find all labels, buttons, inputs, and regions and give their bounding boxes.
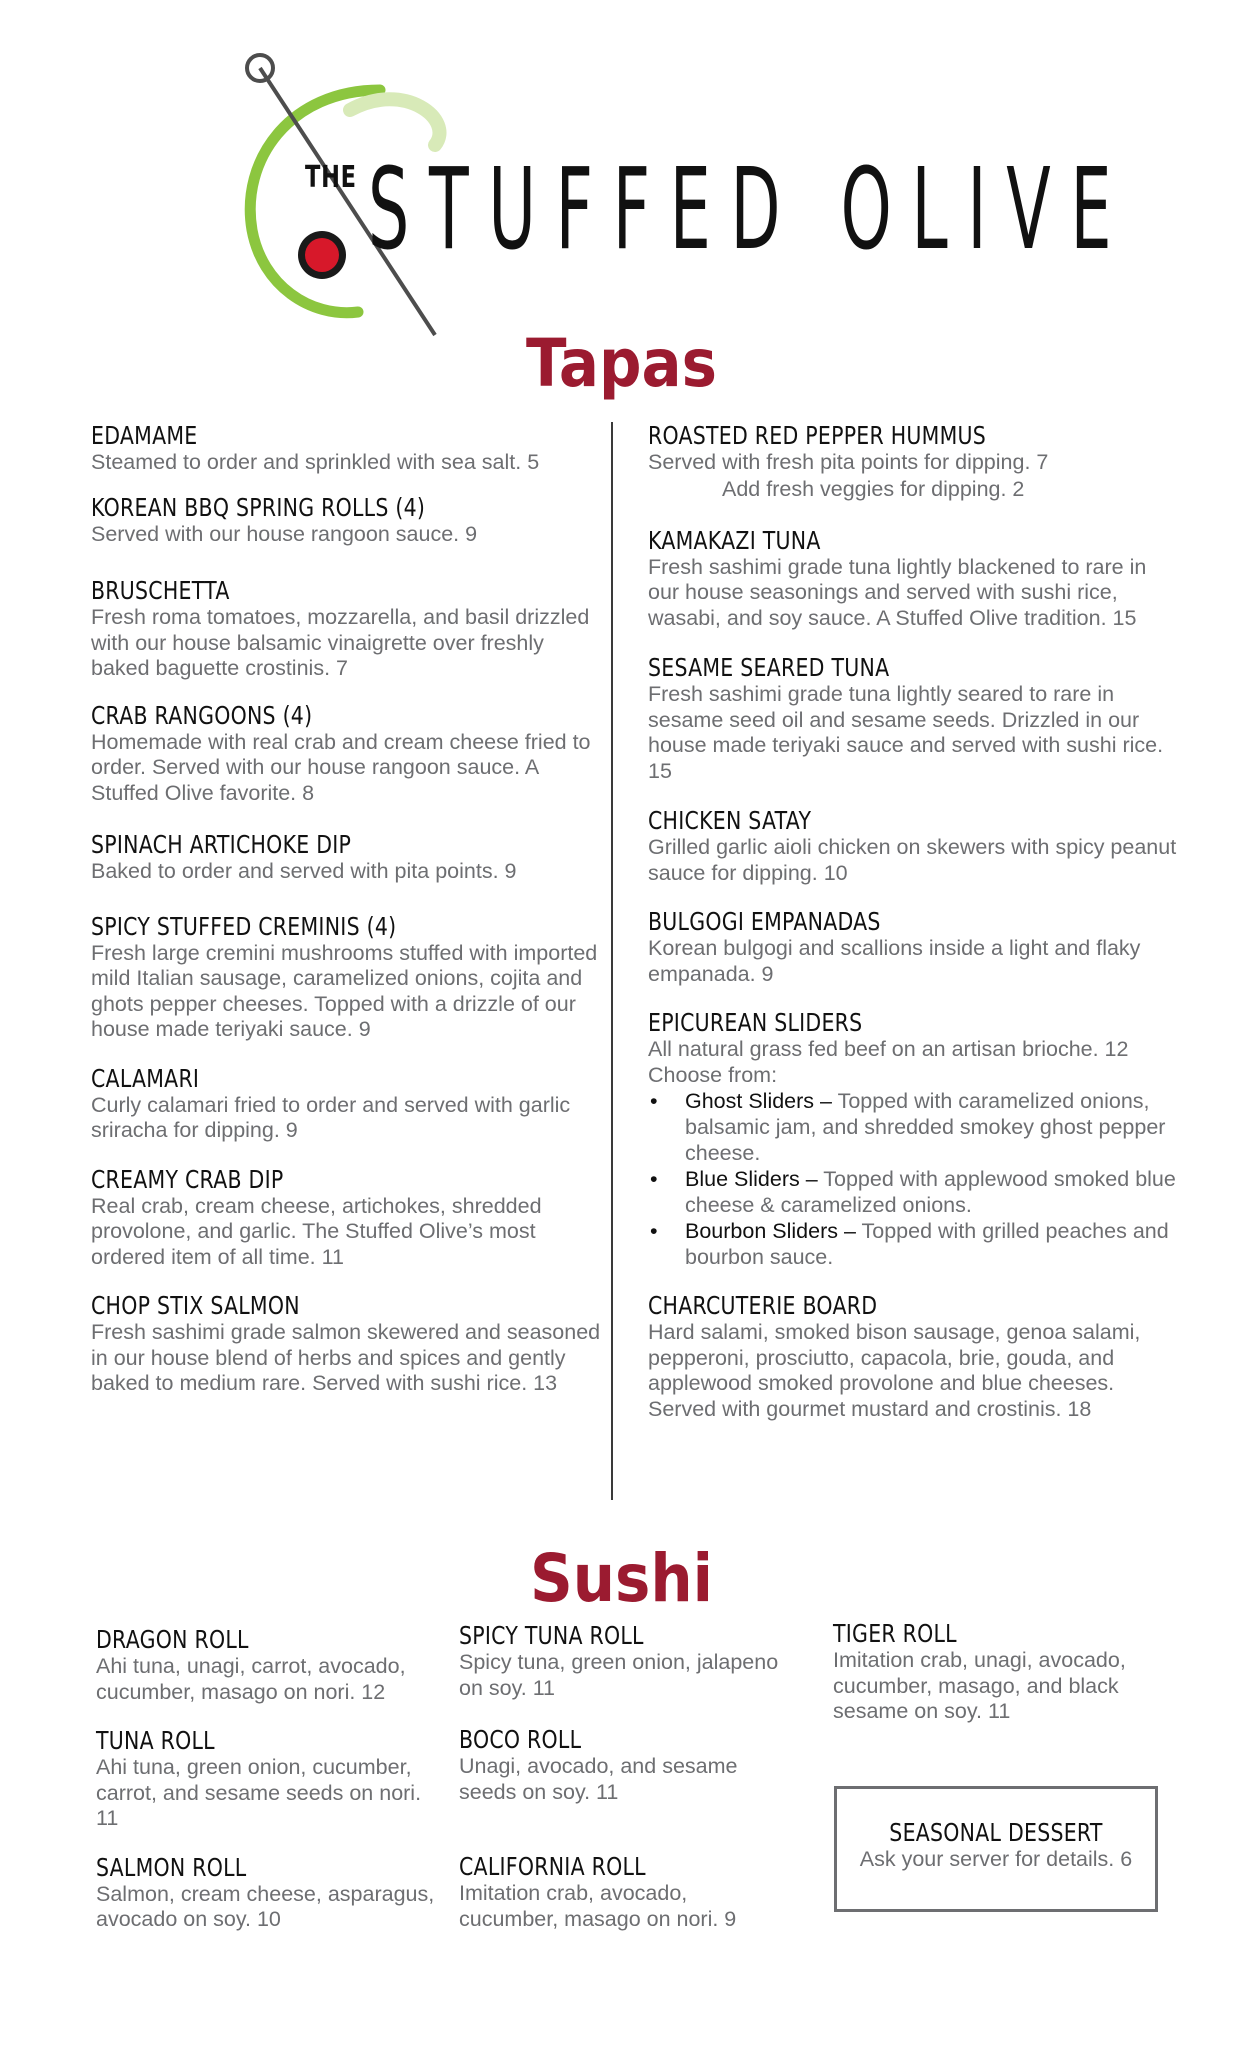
item-name: CRAB RANGOONS (4)	[91, 700, 313, 730]
item-name: EPICUREAN SLIDERS	[648, 1008, 863, 1037]
item-name: SEASONAL DESSERT	[889, 1818, 1103, 1847]
menu-item	[648, 422, 1178, 502]
item-desc: Fresh roma tomatoes, mozzarella, and basil drizzled with our house balsamic vinaigrette over freshly baked baguette crostinis. 7	[91, 605, 590, 680]
menu-item	[91, 913, 601, 1043]
option-desc: Topped with applewood smoked blue cheese & caramelized onions.	[685, 1167, 1176, 1217]
slider-option	[648, 1088, 1178, 1166]
menu-item	[91, 1166, 601, 1271]
menu-item	[91, 494, 601, 548]
item-desc: Real crab, cream cheese, artichokes, shredded provolone, and garlic. The Stuffed Olive’s most ordered item of all time. 11	[91, 1193, 542, 1269]
item-desc: Salmon, cream cheese, asparagus, avocado on soy. 10	[96, 1881, 435, 1931]
option-desc: Topped with caramelized onions, balsamic jam, and shredded smokey ghost pepper cheese.	[685, 1089, 1166, 1165]
item-desc: All natural grass fed beef on an artisan brioche. 12	[648, 1037, 1129, 1061]
slider-options	[648, 1088, 1178, 1270]
tapas-title: Tapas	[526, 325, 717, 402]
option-name: Blue Sliders –	[685, 1167, 818, 1191]
item-name: KOREAN BBQ SPRING ROLLS (4)	[91, 492, 426, 522]
item-name: SPICY STUFFED CREMINIS (4)	[91, 911, 397, 941]
menu-item	[648, 807, 1178, 886]
menu-item	[96, 1727, 436, 1832]
item-desc: Fresh sashimi grade tuna lightly seared to rare in sesame seed oil and sesame seeds. Drizzled in our house made teriyaki sauce and served with sushi rice. 15	[648, 682, 1164, 783]
option-name: Ghost Sliders –	[685, 1089, 832, 1113]
item-desc: Served with fresh pita points for dipping. 7	[648, 450, 1049, 474]
item-name: BOCO ROLL	[459, 1725, 582, 1754]
menu-item	[459, 1726, 789, 1805]
menu-item	[648, 908, 1178, 987]
menu-item	[91, 577, 601, 682]
item-desc: Fresh sashimi grade tuna lightly blackened to rare in our house seasonings and served with sushi rice, wasabi, and soy sauce. A Stuffed Olive tradition. 15	[648, 554, 1147, 630]
sushi-column-3	[833, 1620, 1163, 1725]
menu-item	[91, 1065, 601, 1144]
item-name: KAMAKAZI TUNA	[648, 525, 821, 555]
menu-item	[648, 1292, 1178, 1422]
column-divider	[611, 422, 613, 1500]
menu-item	[459, 1853, 789, 1932]
item-desc: Ask your server for details. 6	[859, 1847, 1133, 1871]
logo	[230, 50, 1132, 350]
menu-item	[648, 1009, 1178, 1270]
tapas-left-column	[91, 422, 601, 1397]
item-name: DRAGON ROLL	[96, 1625, 249, 1654]
menu-item	[91, 702, 601, 807]
item-name: SALMON ROLL	[96, 1852, 247, 1882]
item-name: CHARCUTERIE BOARD	[648, 1291, 878, 1320]
sushi-column-2	[459, 1622, 789, 1932]
item-desc: Served with our house rangoon sauce. 9	[91, 521, 478, 546]
item-desc: Baked to order and served with pita points. 9	[91, 859, 517, 883]
item-name: CALIFORNIA ROLL	[459, 1852, 646, 1881]
menu-item	[91, 422, 601, 476]
item-note: Add fresh veggies for dipping. 2	[722, 476, 1025, 501]
sushi-title: Sushi	[529, 1540, 714, 1617]
item-desc: Spicy tuna, green onion, jalapeno on soy. 11	[459, 1650, 779, 1700]
option-desc: Topped with grilled peaches and bourbon sauce.	[685, 1219, 1169, 1269]
item-name: SPINACH ARTICHOKE DIP	[91, 830, 352, 859]
menu-item	[96, 1854, 436, 1933]
option-name: Bourbon Sliders –	[685, 1219, 856, 1243]
menu-item	[91, 831, 601, 885]
item-desc: Korean bulgogi and scallions inside a light and flaky empanada. 9	[648, 936, 1141, 986]
menu-item	[96, 1626, 436, 1705]
item-name: SESAME SEARED TUNA	[648, 653, 890, 682]
item-name: BRUSCHETTA	[91, 576, 230, 605]
tapas-right-column	[648, 422, 1178, 1422]
item-desc: Imitation crab, unagi, avocado, cucumber, masago, and black sesame on soy. 11	[833, 1648, 1126, 1723]
item-desc: Hard salami, smoked bison sausage, genoa salami, pepperoni, prosciutto, capacola, brie, gouda, and applewood smoked provolone and blue cheeses. Served with gourmet mustard and crostinis. 18	[648, 1320, 1141, 1421]
menu-item	[91, 1292, 601, 1397]
item-desc: Homemade with real crab and cream cheese fried to order. Served with our house rangoon sauce. A Stuffed Olive favorite. 8	[91, 729, 591, 805]
menu-item	[648, 527, 1178, 632]
item-name: TUNA ROLL	[96, 1726, 215, 1755]
slider-option	[648, 1218, 1178, 1270]
item-name: TIGER ROLL	[833, 1619, 957, 1648]
item-desc: Imitation crab, avocado, cucumber, masago on nori. 9	[459, 1881, 737, 1931]
item-desc: Grilled garlic aioli chicken on skewers with spicy peanut sauce for dipping. 10	[648, 835, 1177, 885]
item-name: CREAMY CRAB DIP	[91, 1164, 284, 1194]
item-name: BULGOGI EMPANADAS	[648, 907, 881, 936]
item-desc: Fresh large cremini mushrooms stuffed with imported mild Italian sausage, caramelized onions, cojita and ghots pepper cheeses. Topped with a drizzle of our house made teriyaki sauce. 9	[91, 940, 598, 1041]
logo-the: THE	[305, 160, 357, 195]
menu-item	[459, 1622, 789, 1701]
item-name: CHOP STIX SALMON	[91, 1291, 300, 1320]
sushi-column-1	[96, 1626, 436, 1933]
slider-option	[648, 1166, 1178, 1218]
item-name: SPICY TUNA ROLL	[459, 1621, 644, 1650]
choose-from-label: Choose from:	[648, 1062, 778, 1087]
item-name: CALAMARI	[91, 1063, 200, 1093]
item-desc: Unagi, avocado, and sesame seeds on soy. 11	[459, 1754, 738, 1804]
seasonal-dessert-box	[834, 1786, 1158, 1912]
item-desc: Curly calamari fried to order and served with garlic sriracha for dipping. 9	[91, 1092, 571, 1142]
item-desc: Fresh sashimi grade salmon skewered and seasoned in our house blend of herbs and spices and gently baked to medium rare. Served with sushi rice. 13	[91, 1320, 601, 1395]
item-name: CHICKEN SATAY	[648, 806, 812, 835]
logo-name: STUFFED OLIVE	[368, 145, 1132, 275]
item-desc: Steamed to order and sprinkled with sea salt. 5	[91, 450, 540, 474]
menu-item	[833, 1620, 1163, 1725]
item-desc: Ahi tuna, green onion, cucumber, carrot, and sesame seeds on nori. 11	[96, 1755, 422, 1830]
menu-item	[648, 654, 1178, 784]
item-name: EDAMAME	[91, 421, 198, 450]
item-name: ROASTED RED PEPPER HUMMUS	[648, 421, 987, 450]
item-desc: Ahi tuna, unagi, carrot, avocado, cucumber, masago on nori. 12	[96, 1654, 406, 1704]
